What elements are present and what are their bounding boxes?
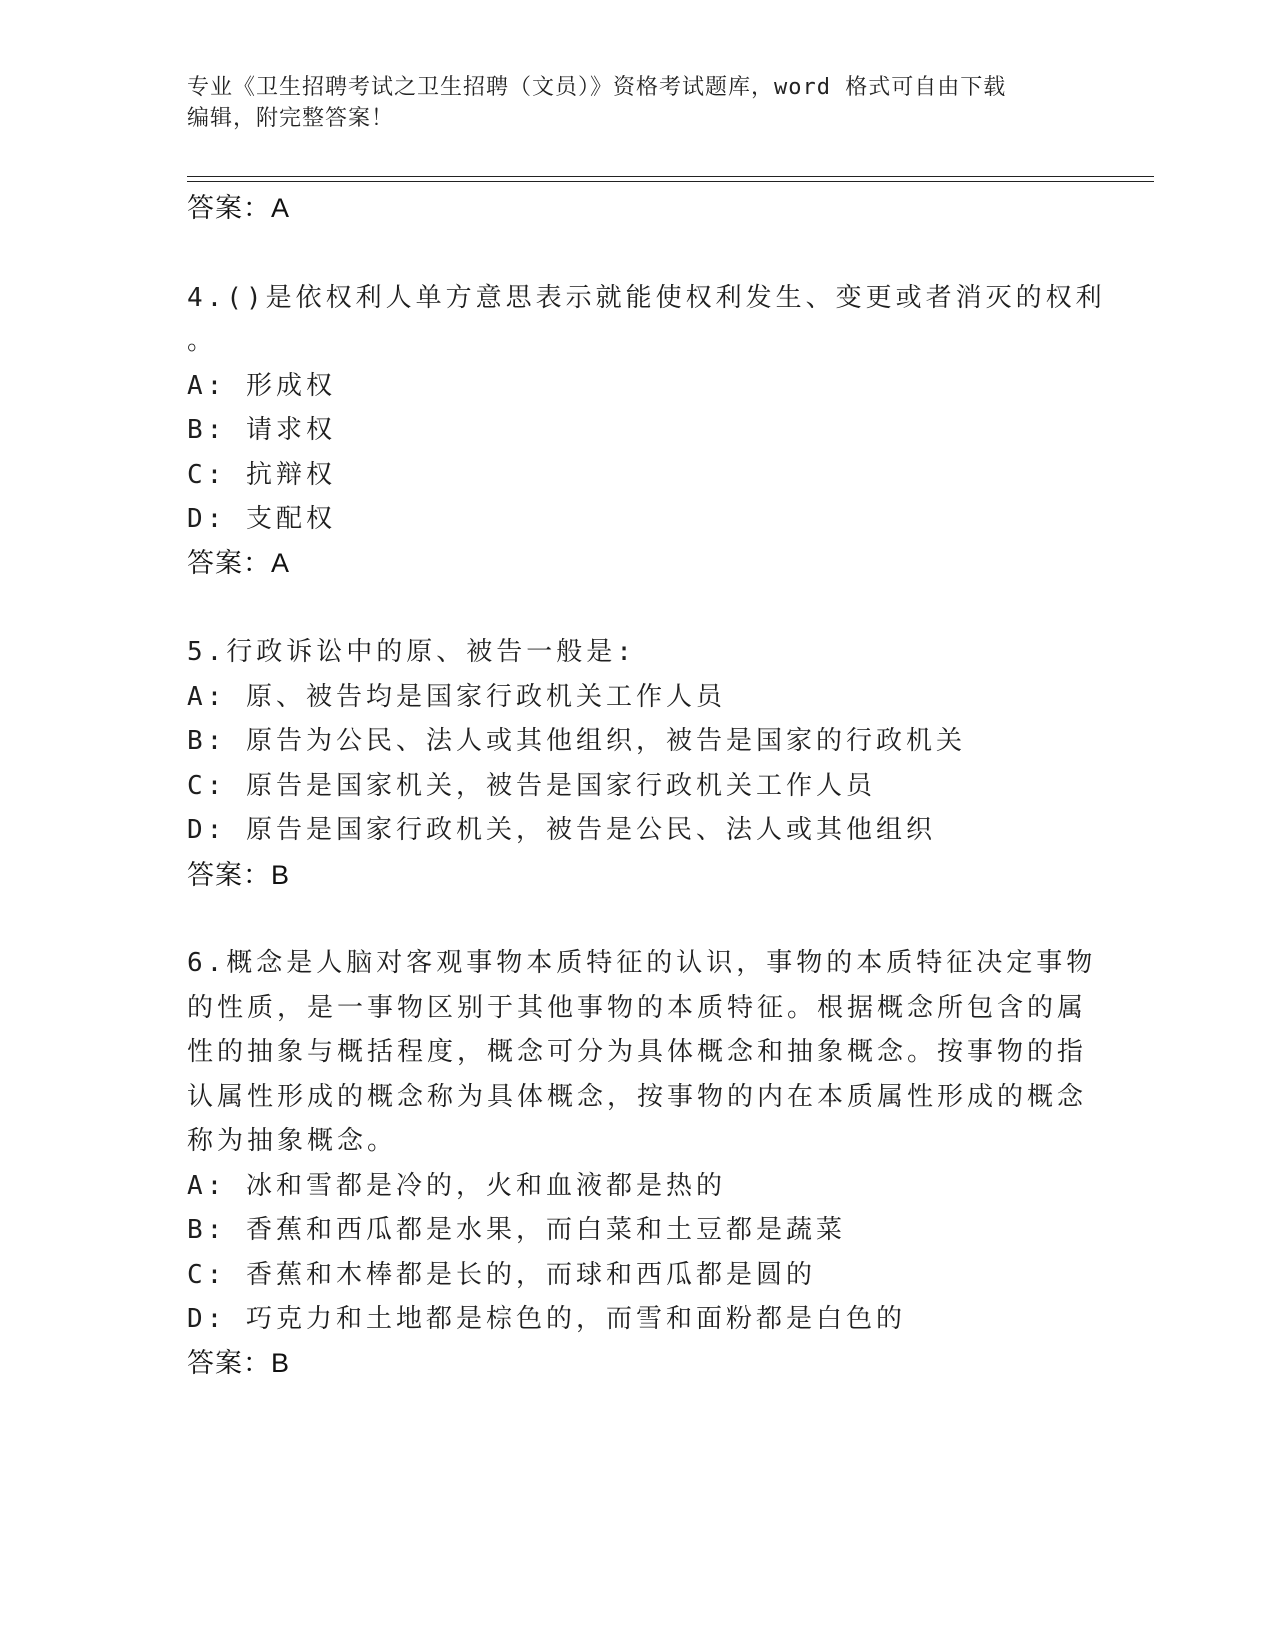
question-4-stem-line-2: 。 [187,326,218,356]
question-6-option-c: C: 香蕉和木棒都是长的，而球和西瓜都是圆的 [187,1260,816,1290]
question-4-stem-line-1: 4.()是依权利人单方意思表示就能使权利发生、变更或者消灭的权利 [187,283,1106,313]
header-line-2: 编辑，附完整答案！ [187,106,395,131]
question-6-stem-line-3: 性的抽象与概括程度，概念可分为具体概念和抽象概念。按事物的指 [187,1037,1088,1067]
question-5-option-a: A: 原、被告均是国家行政机关工作人员 [187,682,726,712]
header-divider-bottom [187,181,1154,182]
question-6-stem-line-4: 认属性形成的概念称为具体概念，按事物的内在本质属性形成的概念 [187,1082,1088,1112]
question-6-option-d: D: 巧克力和土地都是棕色的，而雪和面粉都是白色的 [187,1304,906,1334]
question-4-option-c: C: 抗辩权 [187,460,336,490]
previous-question-answer: 答案：A [187,193,291,223]
question-5-option-b: B: 原告为公民、法人或其他组织，被告是国家的行政机关 [187,726,966,756]
question-4-answer: 答案：A [187,548,291,578]
question-6-stem-line-2: 的性质，是一事物区别于其他事物的本质特征。根据概念所包含的属 [187,993,1088,1023]
question-6-stem-line-5: 称为抽象概念。 [187,1126,398,1156]
question-6-option-b: B: 香蕉和西瓜都是水果，而白菜和土豆都是蔬菜 [187,1215,846,1245]
question-4-option-b: B: 请求权 [187,415,336,445]
header-line-1: 专业《卫生招聘考试之卫生招聘（文员）》资格考试题库，word 格式可自由下载 [187,75,1007,100]
question-4-option-a: A: 形成权 [187,371,336,401]
question-5-answer: 答案：B [187,860,291,890]
question-6-option-a: A: 冰和雪都是冷的，火和血液都是热的 [187,1171,726,1201]
question-5-stem-line-1: 5.行政诉讼中的原、被告一般是: [187,637,636,667]
question-5-option-c: C: 原告是国家机关，被告是国家行政机关工作人员 [187,771,876,801]
document-header [187,72,1067,134]
question-4-option-d: D: 支配权 [187,504,336,534]
question-6-answer: 答案：B [187,1348,291,1378]
question-6-stem-line-1: 6.概念是人脑对客观事物本质特征的认识，事物的本质特征决定事物 [187,948,1097,978]
question-5-option-d: D: 原告是国家行政机关，被告是公民、法人或其他组织 [187,815,936,845]
header-divider-top [187,176,1154,177]
